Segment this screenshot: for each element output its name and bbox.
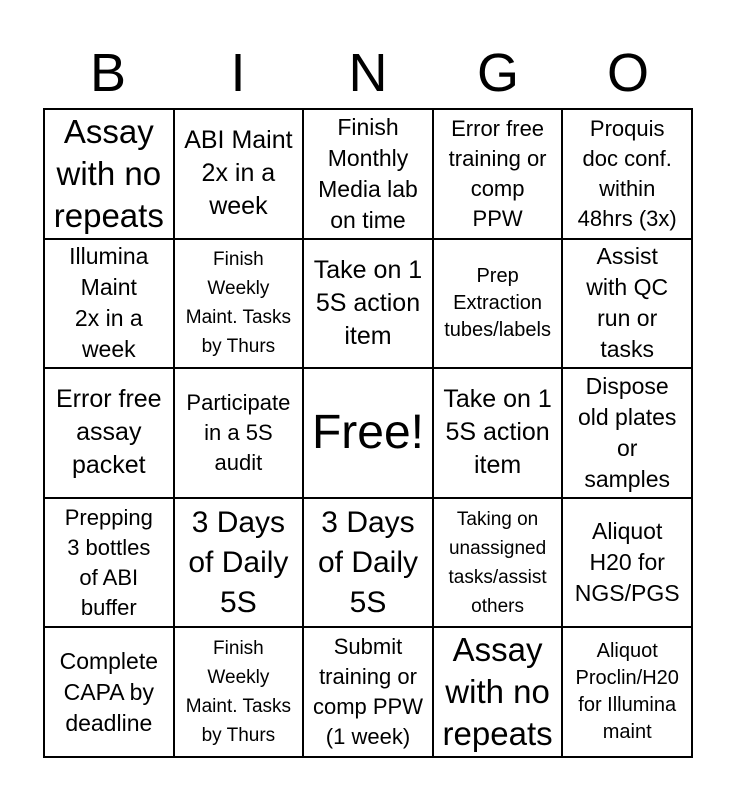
header-letter-o: O <box>606 43 649 103</box>
bingo-cell-r5c1[interactable] <box>44 627 174 757</box>
cell-text: Complete CAPA by deadline <box>59 647 159 736</box>
bingo-cell-r1c1[interactable] <box>44 109 174 239</box>
cell-text: Finish Monthly Media lab on time <box>318 113 418 233</box>
bingo-cell-r1c4[interactable] <box>433 109 563 239</box>
bingo-cell-r2c3[interactable] <box>303 239 433 369</box>
cell-text: Finish Weekly Maint. Tasks by Thurs <box>185 638 292 747</box>
bingo-cell-r5c4[interactable] <box>433 627 563 757</box>
cell-text: Finish Weekly Maint. Tasks by Thurs <box>185 249 292 358</box>
header-letter-g: G <box>476 43 519 103</box>
cell-text: Participate in a 5S audit <box>186 389 291 475</box>
header-letter-i: I <box>230 43 246 103</box>
bingo-cell-r1c2[interactable] <box>174 109 304 239</box>
bingo-cell-r3c5[interactable] <box>562 368 692 498</box>
bingo-cell-r4c4[interactable] <box>433 498 563 628</box>
cell-text: ABI Maint 2x in a week <box>184 126 293 221</box>
bingo-cell-r2c1[interactable] <box>44 239 174 369</box>
header-letter-b: B <box>89 43 127 103</box>
bingo-cell-r4c5[interactable] <box>562 498 692 628</box>
bingo-cell-free[interactable] <box>303 368 433 498</box>
bingo-cell-r5c2[interactable] <box>174 627 304 757</box>
bingo-cell-r5c3[interactable] <box>303 627 433 757</box>
cell-text: Error free training or comp PPW <box>448 115 547 231</box>
cell-text: Illumina Maint 2x in a week <box>69 243 149 363</box>
header-letter-n: N <box>348 43 388 103</box>
bingo-cell-r5c5[interactable] <box>562 627 692 757</box>
bingo-header <box>43 40 693 106</box>
cell-text: Assist with QC run or tasks <box>586 243 669 363</box>
cell-text: Aliquot Proclin/H20 for Illumina maint <box>575 640 679 744</box>
cell-text: Proquis doc conf. within 48hrs (3x) <box>577 115 677 231</box>
free-space-text: Free! <box>311 405 424 459</box>
bingo-cell-r1c5[interactable] <box>562 109 692 239</box>
cell-text: Take on 1 5S action item <box>443 385 552 480</box>
bingo-cell-r3c1[interactable] <box>44 368 174 498</box>
bingo-cell-r2c5[interactable] <box>562 239 692 369</box>
cell-text: 3 Days of Daily 5S <box>188 505 289 619</box>
cell-text: Error free assay packet <box>56 385 162 480</box>
cell-text: Submit training or comp PPW (1 week) <box>312 634 423 750</box>
bingo-cell-r4c2[interactable] <box>174 498 304 628</box>
cell-text: Prepping 3 bottles of ABI buffer <box>64 504 153 620</box>
cell-text: Taking on unassigned tasks/assist others <box>448 508 547 617</box>
bingo-cell-r4c3[interactable] <box>303 498 433 628</box>
cell-text: Dispose old plates or samples <box>577 373 677 492</box>
bingo-cell-r2c2[interactable] <box>174 239 304 369</box>
cell-text: Take on 1 5S action item <box>313 255 423 350</box>
cell-text: Assay with no repeats <box>53 112 164 234</box>
cell-text: Aliquot H20 for NGS/PGS <box>574 518 680 607</box>
bingo-cell-r3c2[interactable] <box>174 368 304 498</box>
bingo-cell-r4c1[interactable] <box>44 498 174 628</box>
bingo-cell-r2c4[interactable] <box>433 239 563 369</box>
bingo-cell-r3c4[interactable] <box>433 368 563 498</box>
bingo-board <box>43 108 693 758</box>
bingo-cell-r1c3[interactable] <box>303 109 433 239</box>
cell-text: Assay with no repeats <box>442 631 553 753</box>
cell-text: Prep Extraction tubes/labels <box>444 264 551 341</box>
cell-text: 3 Days of Daily 5S <box>317 505 419 619</box>
